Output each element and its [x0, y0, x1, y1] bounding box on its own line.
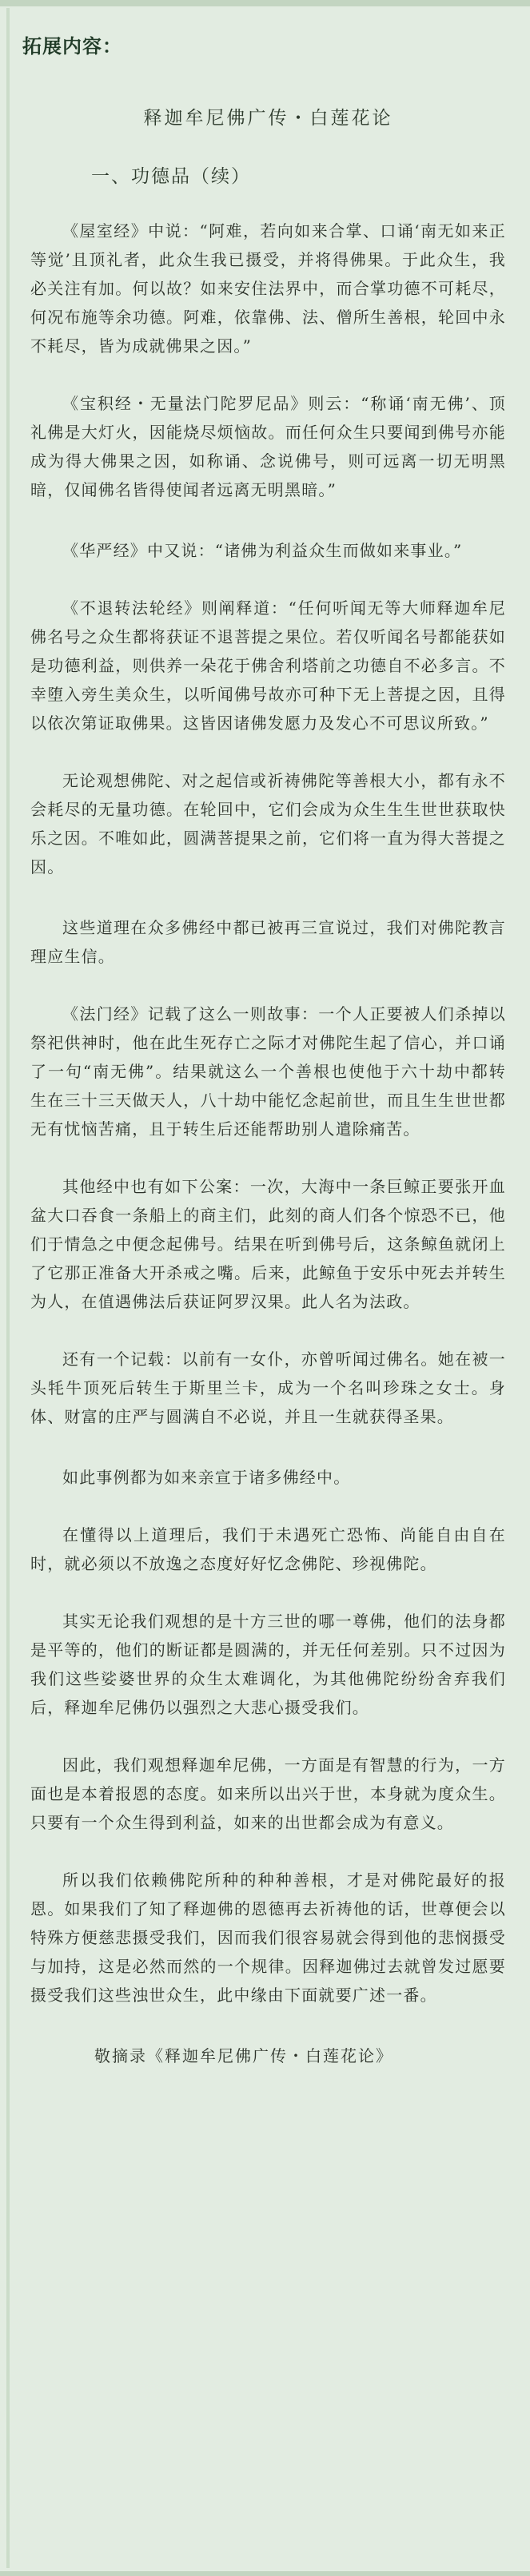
paragraph-11: 在懂得以上道理后，我们于未遇死亡恐怖、尚能自由自在时，就必须以不放逸之态度好好忆念佛陀、珍视佛陀。: [30, 1525, 506, 1573]
paragraph-14: 所以我们依赖佛陀所种的种种善根，才是对佛陀最好的报恩。如果我们了知了释迦佛的恩德再去祈祷他的话，世尊便会以特殊方便慈悲摄受我们，因而我们很容易就会得到他的悲悯摄受与加持，这是必然而然的一个规律。因释迦佛过去就曾发过愿要摄受我们这些浊世众生，此中缘由下面就要广述一番。: [30, 1870, 506, 2005]
left-border-rule: [6, 8, 10, 2568]
bottom-border: [0, 2571, 530, 2576]
paragraph-12: 其实无论我们观想的是十方三世的哪一尊佛，他们的法身都是平等的，他们的断证都是圆满的，并无任何差别。只不过因为我们这些娑婆世界的众生太难调化，为其他佛陀纷纷舍弃我们后，释迦牟尼佛仍以强烈之大悲心摄受我们。: [30, 1612, 506, 1717]
closing-citation: 敬摘录《释迦牟尼佛广传・白莲花论》: [94, 2046, 393, 2065]
paragraph-9: 还有一个记载：以前有一女仆，亦曾听闻过佛名。她在被一头牦牛顶死后转生于斯里兰卡，成为一个名叫珍珠之女士。身体、财富的庄严与圆满自不必说，并且一生就获得圣果。: [30, 1350, 506, 1426]
article-body: [30, 103, 506, 2070]
paragraph-2: 《宝积经・无量法门陀罗尼品》则云：“称诵‘南无佛’、顶礼佛是大灯火，因能烧尽烦恼故。而任何众生只要闻到佛号亦能成为得大佛果之因，如称诵、念说佛号，则可远离一切无明黑暗，仅闻佛名皆得使闻者远离无明黑暗。”: [30, 394, 506, 499]
paragraph-7: 《法门经》记载了这么一则故事：一个人正要被人们杀掉以祭祀供神时，他在此生死存亡之际才对佛陀生起了信心，并口诵了一句“南无佛”。结果就这么一个善根也使他于六十劫中都转生在三十三天做天人，八十劫中能忆念起前世，而且生生世世都无有忧恼苦痛，且于转生后还能帮助别人遣除痛苦。: [30, 1004, 506, 1139]
section-header: 拓展内容：: [22, 35, 122, 58]
paragraph-8: 其他经中也有如下公案：一次，大海中一条巨鲸正要张开血盆大口吞食一条船上的商主们，此刻的商人们各个惊恐不已，他们于情急之中便念起佛号。结果在听到佛号后，这条鲸鱼就闭上了它那正准备大开杀戒之嘴。后来，此鲸鱼于安乐中死去并转生为人，在值遇佛法后获证阿罗汉果。此人名为法政。: [30, 1177, 506, 1311]
paragraph-6: 这些道理在众多佛经中都已被再三宣说过，我们对佛陀教言理应生信。: [30, 918, 506, 966]
paragraph-10: 如此事例都为如来亲宣于诸多佛经中。: [62, 1468, 351, 1487]
article-title: 释迦牟尼佛广传・白莲花论: [143, 108, 393, 129]
paragraph-5: 无论观想佛陀、对之起信或祈祷佛陀等善根大小，都有永不会耗尽的无量功德。在轮回中，它们会成为众生生生世世获取快乐之因。不唯如此，圆满菩提果之前，它们将一直为得大菩提之因。: [30, 771, 506, 877]
paragraph-4: 《不退转法轮经》则阐释道：“任何听闻无等大师释迦牟尼佛名号之众生都将获证不退菩提之果位。若仅听闻名号都能获如是功德利益，则供养一朵花于佛舍利塔前之功德自不必多言。不幸堕入旁生美众生，以听闻佛号故亦可种下无上菩提之因，且得以依次第证取佛果。这皆因诸佛发愿力及发心不可思议所致。”: [30, 598, 506, 733]
paragraph-1: 《屋室经》中说：“阿难，若向如来合掌、口诵‘南无如来正等觉’且顶礼者，此众生我已摄受，并将得佛果。于此众生，我必关注有加。何以故？如来安住法界中，而合掌功德不可耗尽，何况布施等余功德。阿难，依靠佛、法、僧所生善根，轮回中永不耗尽，皆为成就佛果之因。”: [30, 221, 506, 356]
paragraph-13: 因此，我们观想释迦牟尼佛，一方面是有智慧的行为，一方面也是本着报恩的态度。如来所以出兴于世，本身就为度众生。只要有一个众生得到利益，如来的出世都会成为有意义。: [30, 1755, 506, 1832]
section-heading: 一、功德品（续）: [91, 166, 251, 187]
paragraph-3: 《华严经》中又说：“诸佛为利益众生而做如来事业。”: [62, 541, 463, 560]
